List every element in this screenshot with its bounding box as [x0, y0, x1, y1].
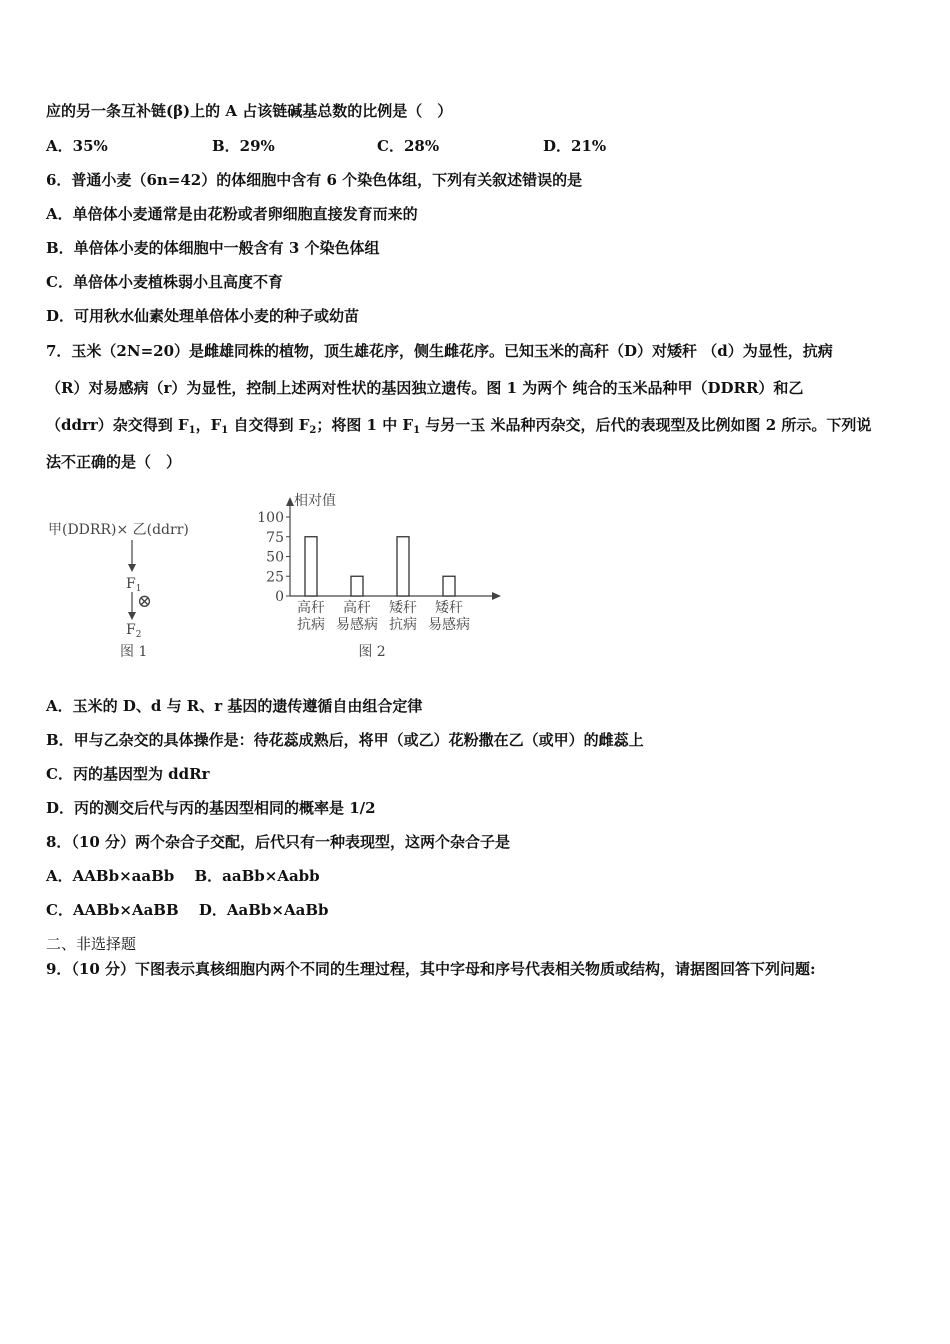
- x-tick-label: 易感病: [428, 617, 470, 633]
- y-axis-label: 相对值: [294, 493, 336, 509]
- y-axis-arrowhead: [286, 497, 294, 506]
- bar: [351, 576, 363, 596]
- x-tick-label: 易感病: [336, 617, 378, 633]
- y-tick-label: 50: [266, 549, 284, 566]
- x-axis-arrowhead: [492, 592, 501, 600]
- q5-option-c: C．28%: [377, 137, 440, 155]
- y-tick-label: 75: [266, 529, 284, 546]
- q7-stem-line4: 法不正确的是（ ）: [46, 453, 182, 471]
- q5-option-b: B．29%: [212, 137, 275, 155]
- q9-stem: 9．（10 分）下图表示真核细胞内两个不同的生理过程，其中字母和序号代表相关物质或结构，请据图回答下列问题:: [46, 960, 816, 978]
- fig1-f2-label: $F_2$: [126, 622, 142, 640]
- figure-1-cross-diagram: [46, 512, 236, 662]
- q6-option-a: A．单倍体小麦通常是由花粉或者卵细胞直接发育而来的: [46, 205, 418, 223]
- fig1-self-cross-symbol: ⊗: [137, 591, 153, 612]
- q5-stem: 应的另一条互补链(β)上的 A 占该链碱基总数的比例是（ ）: [46, 102, 453, 120]
- q6-stem: 6．普通小麦（6n=42）的体细胞中含有 6 个染色体组，下列有关叙述错误的是: [46, 171, 583, 189]
- bar: [443, 576, 455, 596]
- section-title: 二、非选择题: [46, 935, 137, 953]
- q7-option-d: D．丙的测交后代与丙的基因型相同的概率是 1/2: [46, 799, 376, 817]
- y-tick-label: 100: [257, 510, 284, 526]
- q7-stem-line3: （ddrr）杂交得到 $F_1$，$F_1$ 自交得到 $F_2$；将图 1 中 $F_1$ 与另一玉 米品种丙杂交，后代的表现型及比例如图 2 所示。下列说: [46, 416, 872, 436]
- q8-stem: 8．（10 分）两个杂合子交配，后代只有一种表现型，这两个杂合子是: [46, 833, 511, 851]
- x-tick-label: 高秆: [297, 600, 325, 616]
- figure-2-bar-chart: [250, 488, 510, 668]
- q7-stem-line1: 7．玉米（2N=20）是雌雄同株的植物，顶生雄花序，侧生雌花序。已知玉米的高秆（D）对矮秆 （d）为显性，抗病: [46, 342, 833, 360]
- x-tick-label: 高秆: [343, 600, 371, 616]
- x-tick-label: 抗病: [389, 617, 417, 633]
- y-tick-label: 0: [275, 589, 284, 605]
- q6-option-b: B．单倍体小麦的体细胞中一般含有 3 个染色体组: [46, 239, 380, 257]
- x-tick-label: 矮秆: [389, 600, 417, 616]
- fig1-cross-text: 甲(DDRR)× 乙(ddrr): [48, 522, 189, 538]
- q6-option-c: C．单倍体小麦植株弱小且高度不育: [46, 273, 283, 291]
- q7-option-c: C．丙的基因型为 ddRr: [46, 765, 210, 783]
- q7-option-b: B．甲与乙杂交的具体操作是：待花蕊成熟后，将甲（或乙）花粉撒在乙（或甲）的雌蕊上: [46, 731, 644, 749]
- q8-options-row2: C．AABb×AaBB D．AaBb×AaBb: [46, 901, 329, 919]
- x-tick-label: 抗病: [297, 617, 325, 633]
- q6-option-d: D．可用秋水仙素处理单倍体小麦的种子或幼苗: [46, 307, 360, 325]
- q7-option-a: A．玉米的 D、d 与 R、r 基因的遗传遵循自由组合定律: [46, 697, 423, 715]
- q5-option-d: D．21%: [543, 137, 607, 155]
- bar: [397, 537, 409, 596]
- y-tick-label: 25: [266, 569, 284, 586]
- q7-stem-line2: （R）对易感病（r）为显性，控制上述两对性状的基因独立遗传。图 1 为两个 纯合的玉米品种甲（DDRR）和乙: [46, 379, 804, 397]
- fig1-f1-label: $F_1$: [126, 576, 142, 594]
- q5-option-a: A．35%: [46, 137, 108, 155]
- fig1-arrowhead-2: [128, 612, 136, 620]
- bar: [305, 537, 317, 596]
- fig1-arrowhead-1: [128, 564, 136, 572]
- chart-title: 图 2: [358, 644, 386, 660]
- q8-options-row1: A．AABb×aaBb B．aaBb×Aabb: [46, 867, 320, 885]
- fig1-caption: 图 1: [120, 644, 148, 660]
- x-tick-label: 矮秆: [435, 600, 463, 616]
